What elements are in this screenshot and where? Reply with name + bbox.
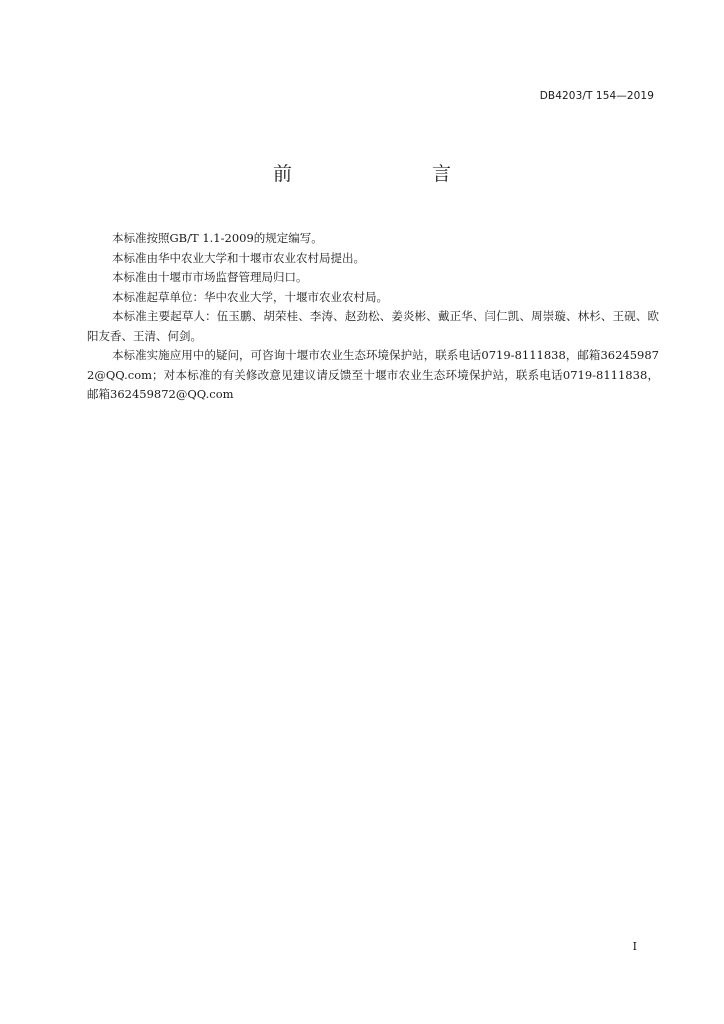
paragraph-proposer: 本标准由华中农业大学和十堰市农业农村局提出。 <box>112 250 365 265</box>
page-number: I <box>632 940 637 953</box>
paragraph-drafters: 本标准主要起草人：伍玉鹏、胡荣桂、李涛、赵劲松、姜炎彬、戴正华、闫仁凯、周崇璇、林杉、王砚、欧阳友香、王清、何剑。 <box>87 309 659 343</box>
standard-code: DB4203/T 154—2019 <box>539 90 654 102</box>
paragraph-format: 本标准按照GB/T 1.1-2009的规定编写。 <box>112 231 323 245</box>
foreword-body <box>87 229 659 405</box>
page-title: 前 言 <box>272 163 485 185</box>
paragraph-authority: 本标准由十堰市市场监督管理局归口。 <box>112 270 308 284</box>
paragraph-contact: 本标准实施应用中的疑问，可咨询十堰市农业生态环境保护站，联系电话0719-8111838，邮箱362459872@QQ.com；对本标准的有关修改意见建议请反馈至十堰市农业生态环境保护站，联系电话0719-8111838，邮箱362459872@QQ.com <box>87 348 659 401</box>
paragraph-drafting-units: 本标准起草单位：华中农业大学，十堰市农业农村局。 <box>112 289 388 304</box>
